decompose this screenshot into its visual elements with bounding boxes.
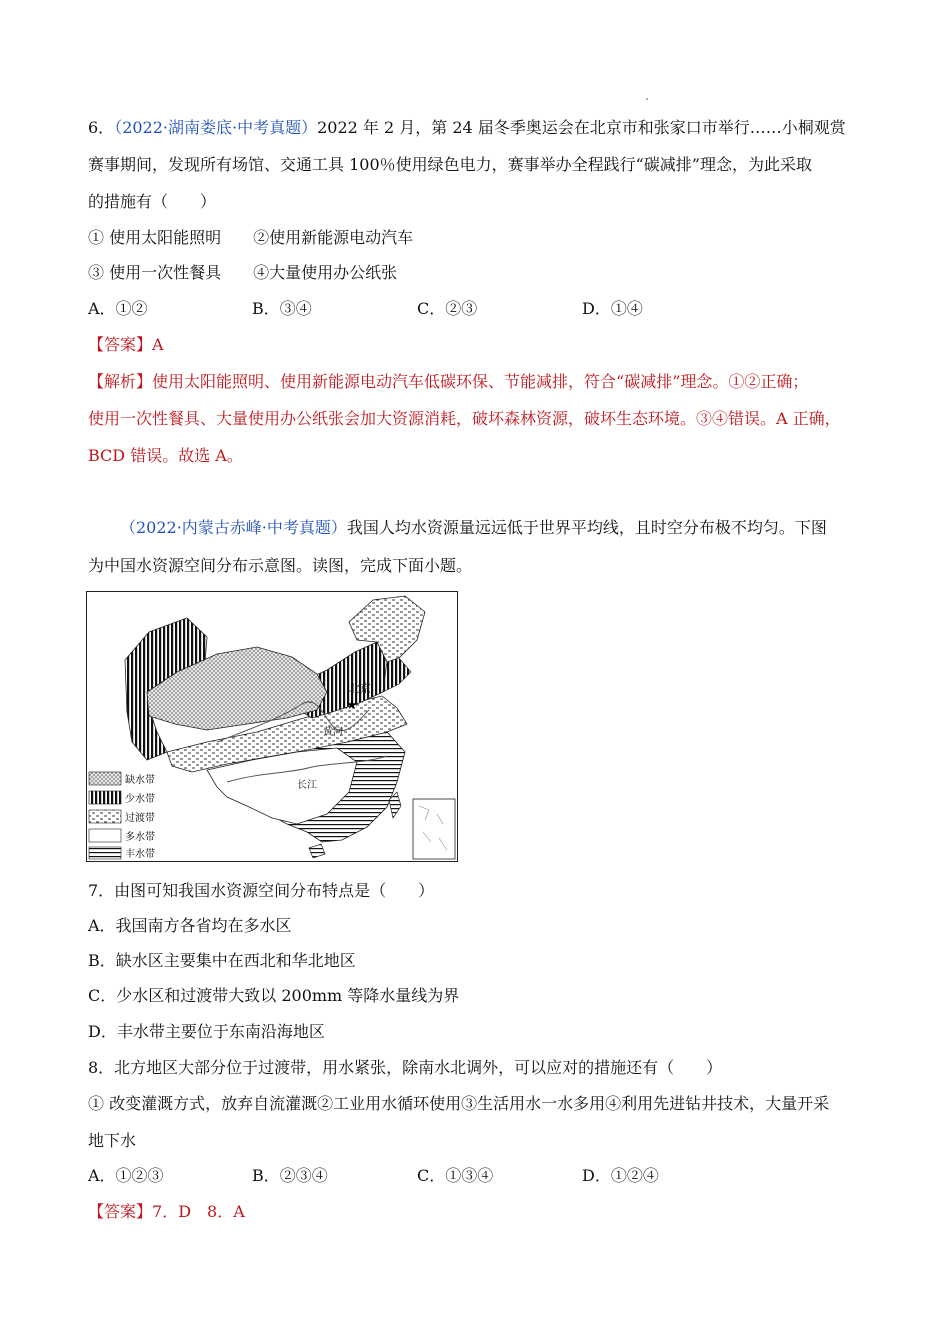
q6-option-c: C．②③ [417,299,478,318]
answers-7-8-label: 【答案】 [88,1202,153,1221]
page-mark [646,98,648,100]
q6-option-a: A．①② [88,299,148,318]
yangtze-label: 长江 [297,780,317,791]
q6-answer [88,335,164,355]
q6-items-row1: ① 使用太阳能照明 ②使用新能源电动汽车 [88,228,414,247]
q6-stem-text: 2022 年 2 月，第 24 届冬季奥运会在北京市和张家口市举行……小桐观赏 [317,118,846,137]
group-intro-line2: 为中国水资源空间分布示意图。读图，完成下面小题。 [88,556,473,575]
yellow-river-label: 黄河 [323,727,343,738]
q8-option-d: D．①②④ [582,1166,659,1185]
south-sea-inset [413,799,455,859]
answers-7-8 [88,1202,245,1222]
northeast-low [383,658,411,692]
q8-items-line1: ① 改变灌溉方式，放弃自流灌溉②工业用水循环使用③生活用水一水多用④利用先进钻井技术，大量开采 [88,1094,830,1113]
group-intro-line1 [120,518,827,538]
legend-plentiful: 多水带 [125,832,155,843]
q6-items-row2: ③ 使用一次性餐具 ④大量使用办公纸张 [88,263,398,282]
q8-option-a: A．①②③ [88,1166,164,1185]
q6-option-b: B．③④ [252,299,312,318]
q8-option-c: C．①③④ [417,1166,494,1185]
q7-option-d: D．丰水带主要位于东南沿海地区 [88,1022,325,1041]
q7-stem: 7．由图可知我国水资源空间分布特点是（ ） [88,881,435,900]
hainan [309,844,325,858]
q8-option-b: B．②③④ [252,1166,328,1185]
q6-stem-line3: 的措施有（ ） [88,192,217,211]
q6-source: （2022·湖南娄底·中考真题） [114,118,318,137]
legend-abundant: 丰水带 [125,849,155,860]
q6-stem-line2: 赛事期间，发现所有场馆、交通工具 100％使用绿色电力，赛事举办全程践行“碳减排”理念，为此采取 [88,155,812,174]
beijing-star-icon: ★ [346,698,358,713]
q6-answer-label: 【答案】 [88,335,153,354]
group-source: （2022·内蒙古赤峰·中考真题） [120,518,347,537]
answers-7-8-value: 7．D 8．A [152,1202,245,1221]
q6-number: 6． [88,118,115,137]
q8-items-line2: 地下水 [88,1131,137,1150]
map-legend [89,772,155,860]
legend-low: 少水带 [125,794,155,805]
q6-analysis-line3: BCD 错误。故选 A。 [88,446,243,465]
q6-analysis-label: 【解析】 [88,372,153,391]
q7-option-b: B．缺水区主要集中在西北和华北地区 [88,951,356,970]
q7-option-a: A．我国南方各省均在多水区 [88,916,292,935]
q6-answer-value: A [152,335,164,354]
q6-analysis-line1 [88,372,808,392]
q6-analysis-line2: 使用一次性餐具、大量使用办公纸张会加大资源消耗，破坏森林资源，破坏生态环境。③④错误。A 正确， [88,409,841,428]
group-intro-text: 我国人均水资源量远远低于世界平均线，且时空分布极不均匀。下图 [346,518,827,537]
beijing-label: 北京 [349,682,371,695]
q6-option-d: D．①④ [582,299,643,318]
q6-stem-line1 [88,118,846,138]
q8-stem: 8．北方地区大部分位于过渡带，用水紧张，除南水北调外，可以应对的措施还有（ ） [88,1058,723,1077]
q7-option-c: C．少水区和过渡带大致以 200mm 等降水量线为界 [88,986,460,1005]
q6-analysis-text: 使用太阳能照明、使用新能源电动汽车低碳环保、节能减排，符合“碳减排”理念。①②正确； [152,372,809,391]
legend-scarce: 缺水带 [125,775,155,786]
water-resource-map [86,591,458,862]
legend-transition: 过渡带 [125,813,155,824]
